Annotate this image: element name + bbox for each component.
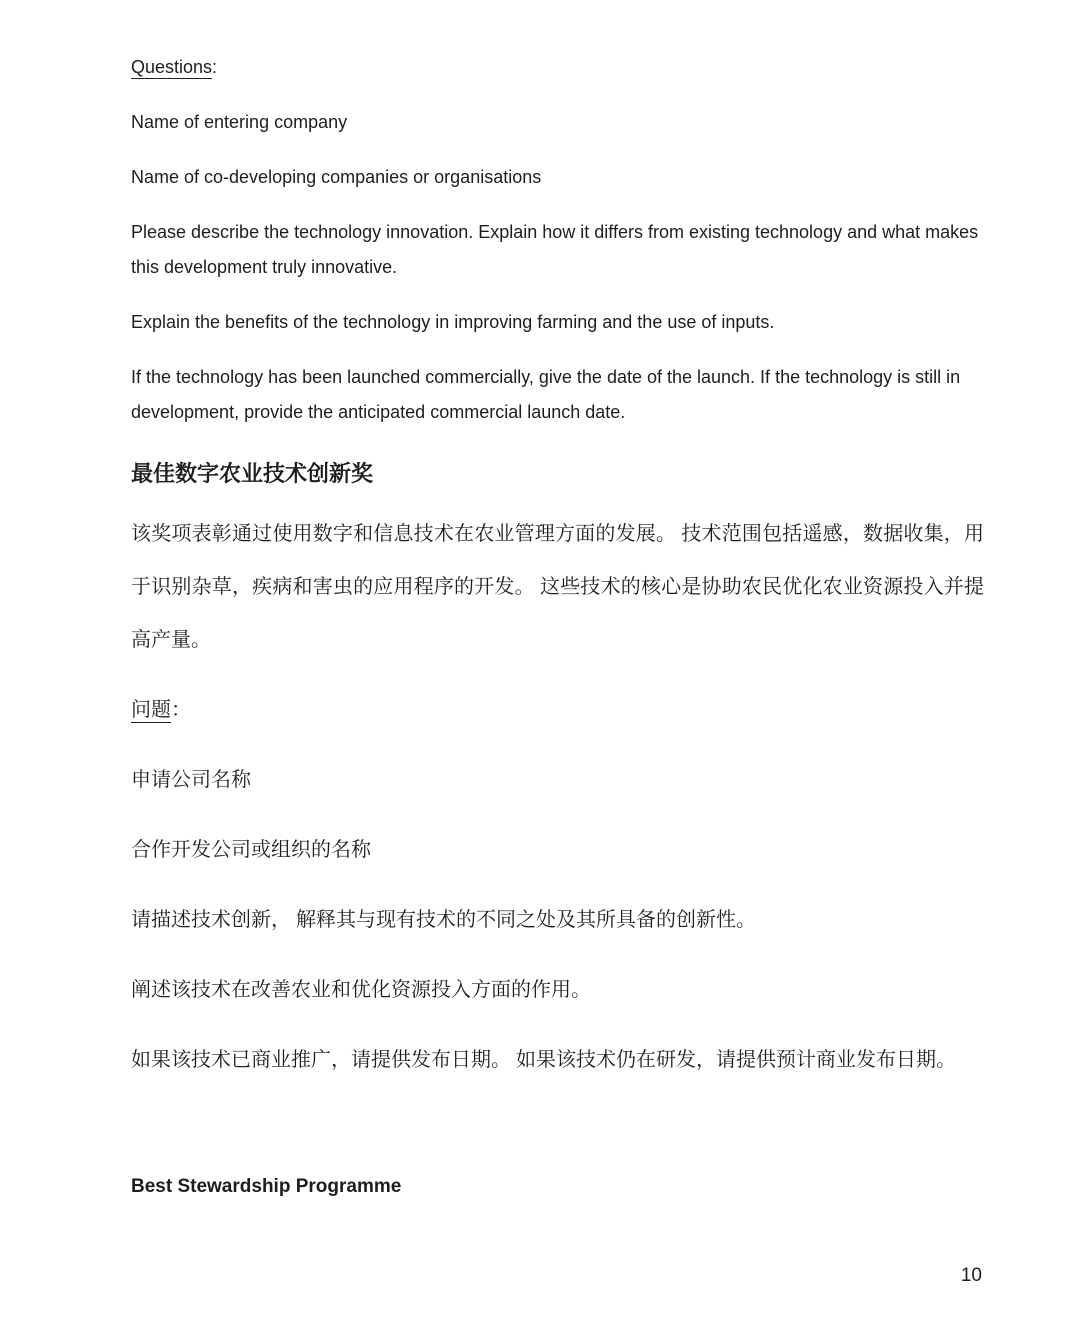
chinese-questions-heading-colon: ： — [171, 699, 191, 721]
question-describe-technology-innovation: Please describe the technology innovation. Explain how it differs from existing technology and what makes this development truly innovative. — [131, 222, 979, 277]
chinese-award-heading: 最佳数字农业技术创新奖 — [131, 461, 374, 486]
chinese-question-company-name: 申请公司名称 — [131, 769, 251, 791]
question-name-of-entering-company: Name of entering company — [131, 112, 348, 132]
chinese-award-description: 该奖项表彰通过使用数字和信息技术在农业管理方面的发展。 技术范围包括遥感，数据收集，用于识别杂草，疾病和害虫的应用程序的开发。 这些技术的核心是协助农民优化农业资源投入并提高产量。 — [131, 523, 984, 651]
question-co-developing-companies: Name of co-developing companies or organisations — [131, 167, 542, 187]
page-number: 10 — [960, 1265, 982, 1286]
best-stewardship-programme-heading: Best Stewardship Programme — [131, 1176, 402, 1197]
questions-heading-colon: : — [212, 57, 218, 77]
chinese-questions-heading — [131, 684, 984, 737]
questions-heading-label: Questions — [131, 57, 213, 77]
chinese-question-describe-innovation: 请描述技术创新， 解释其与现有技术的不同之处及其所具备的创新性。 — [131, 909, 756, 931]
question-launch-date: If the technology has been launched commercially, give the date of the launch. If the technology is still in development, provide the anticipated commercial launch date. — [131, 367, 961, 422]
questions-heading — [131, 50, 984, 85]
chinese-questions-heading-label: 问题 — [131, 699, 171, 721]
chinese-question-launch-date: 如果该技术已商业推广，请提供发布日期。 如果该技术仍在研发，请提供预计商业发布日期。 — [131, 1049, 956, 1071]
chinese-question-explain-benefits: 阐述该技术在改善农业和优化资源投入方面的作用。 — [131, 979, 591, 1001]
question-explain-benefits: Explain the benefits of the technology in improving farming and the use of inputs. — [131, 312, 775, 332]
chinese-question-partner-name: 合作开发公司或组织的名称 — [131, 839, 371, 861]
